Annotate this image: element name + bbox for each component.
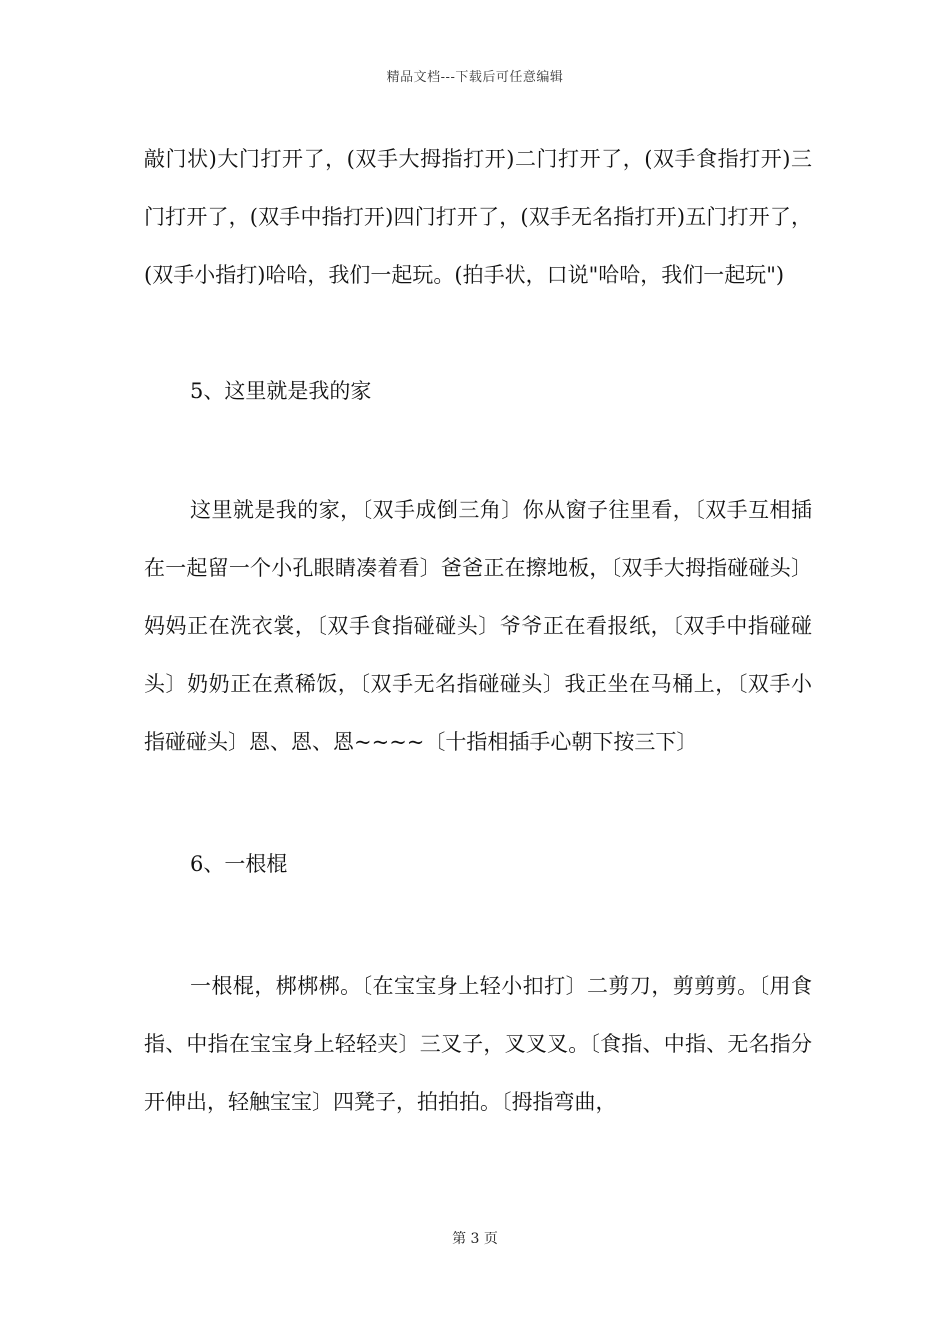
section-heading-6: 6、一根棍 <box>190 852 288 876</box>
spacer <box>144 893 812 957</box>
spacer <box>144 420 812 481</box>
page-number: 第 3 页 <box>452 1231 498 1247</box>
page-header: 精品文档---下载后可任意编辑 <box>386 70 564 85</box>
document-body <box>144 130 812 1131</box>
paragraph-section-5: 这里就是我的家，〔双手成倒三角〕你从窗子往里看，〔双手互相插在一起留一个小孔眼睛凑着看〕爸爸正在擦地板，〔双手大拇指碰碰头〕妈妈正在洗衣裳，〔双手食指碰碰头〕爷爷正在看报纸，〔双手中指碰碰头〕奶奶正在煮稀饭，〔双手无名指碰碰头〕我正坐在马桶上，〔双手小指碰碰头〕恩、恩、恩~~~~〔十指相插手心朝下按三下〕 <box>144 498 812 754</box>
section-heading-5: 5、这里就是我的家 <box>190 379 372 403</box>
spacer <box>144 304 812 362</box>
paragraph-continued: 敲门状)大门打开了，(双手大拇指打开)二门打开了，(双手食指打开)三门打开了，(双手中指打开)四门打开了，(双手无名指打开)五门打开了，(双手小指打)哈哈，我们一起玩。(拍手状，口说"哈哈，我们一起玩") <box>144 147 812 287</box>
spacer <box>144 771 812 835</box>
paragraph-section-6: 一根棍，梆梆梆。〔在宝宝身上轻小扣打〕二剪刀，剪剪剪。〔用食指、中指在宝宝身上轻轻夹〕三叉子，叉叉叉。〔食指、中指、无名指分开伸出，轻触宝宝〕四凳子，拍拍拍。〔拇指弯曲， <box>144 974 812 1114</box>
